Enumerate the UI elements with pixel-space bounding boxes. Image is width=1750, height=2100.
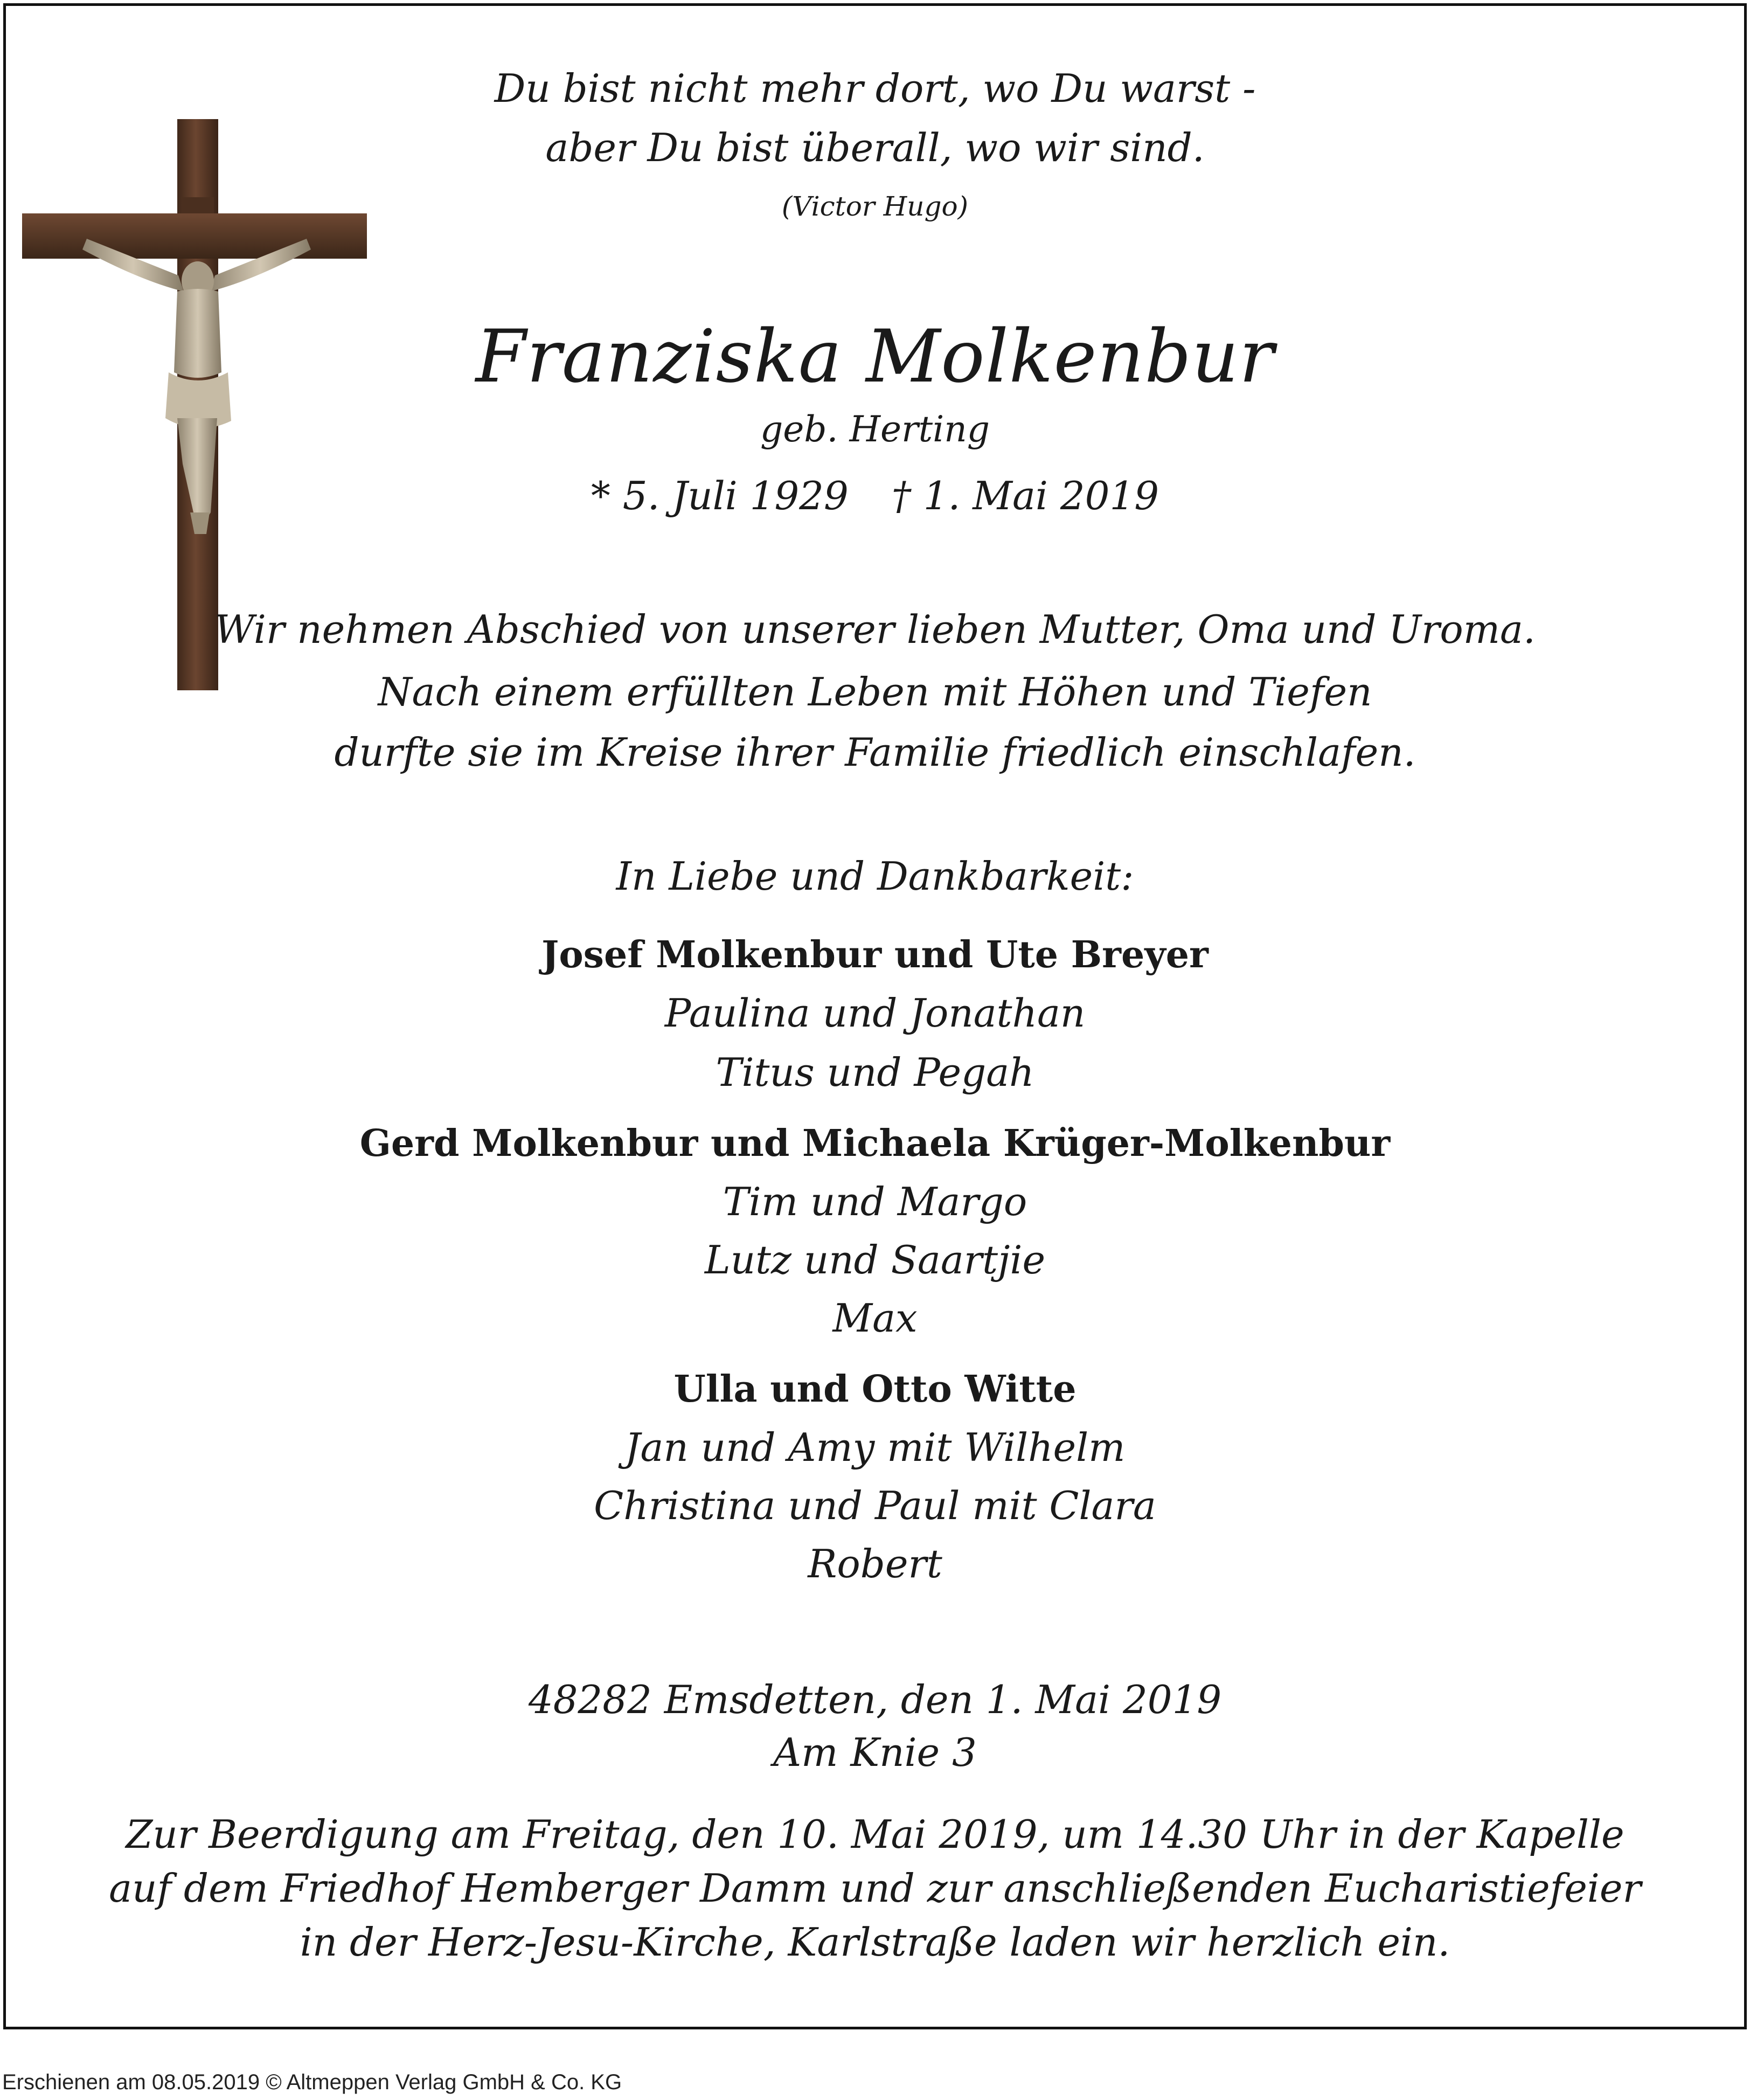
family-member: Jan und Amy mit Wilhelm xyxy=(624,1425,1126,1470)
family-member: Paulina und Jonathan xyxy=(664,990,1086,1036)
message-line-1: Wir nehmen Abschied von unserer lieben Mutter, Oma und Uroma. xyxy=(214,607,1536,652)
quote-source: (Victor Hugo) xyxy=(781,191,969,222)
family-head-2: Gerd Molkenbur und Michaela Krüger-Molkenbur xyxy=(359,1122,1391,1165)
family-head-1: Josef Molkenbur und Ute Breyer xyxy=(541,933,1209,976)
street-address: Am Knie 3 xyxy=(773,1730,977,1775)
life-dates xyxy=(0,473,1750,518)
family-member: Robert xyxy=(808,1541,942,1586)
birth-date: * 5. Juli 1929 xyxy=(591,473,849,518)
deceased-name: Franziska Molkenbur xyxy=(475,314,1275,399)
message-line-3: durfte sie im Kreise ihrer Familie friedlich einschlafen. xyxy=(334,730,1416,775)
family-member: Max xyxy=(832,1295,918,1341)
quote-line-1: Du bist nicht mehr dort, wo Du warst - xyxy=(494,66,1256,111)
quote-line-2: aber Du bist überall, wo wir sind. xyxy=(545,125,1205,170)
message-line-2: Nach einem erfüllten Leben mit Höhen und Tiefen xyxy=(378,669,1372,715)
gratitude-line: In Liebe und Dankbarkeit: xyxy=(616,854,1134,899)
place-date: 48282 Emsdetten, den 1. Mai 2019 xyxy=(528,1677,1222,1722)
family-member: Tim und Margo xyxy=(723,1179,1027,1224)
publication-footer: Erschienen am 08.05.2019 © Altmeppen Verlag GmbH & Co. KG xyxy=(2,2070,622,2094)
family-member: Titus und Pegah xyxy=(716,1050,1034,1095)
funeral-line-1: Zur Beerdigung am Freitag, den 10. Mai 2019, um 14.30 Uhr in der Kapelle xyxy=(126,1812,1624,1857)
funeral-line-3: in der Herz-Jesu-Kirche, Karlstraße laden wir herzlich ein. xyxy=(300,1919,1450,1965)
family-member: Christina und Paul mit Clara xyxy=(594,1483,1156,1528)
maiden-name: geb. Herting xyxy=(760,408,990,450)
funeral-line-2: auf dem Friedhof Hemberger Damm und zur anschließenden Eucharistiefeier xyxy=(109,1866,1641,1911)
death-date: † 1. Mai 2019 xyxy=(891,473,1159,518)
family-head-3: Ulla und Otto Witte xyxy=(673,1368,1077,1411)
family-member: Lutz und Saartjie xyxy=(704,1237,1046,1283)
